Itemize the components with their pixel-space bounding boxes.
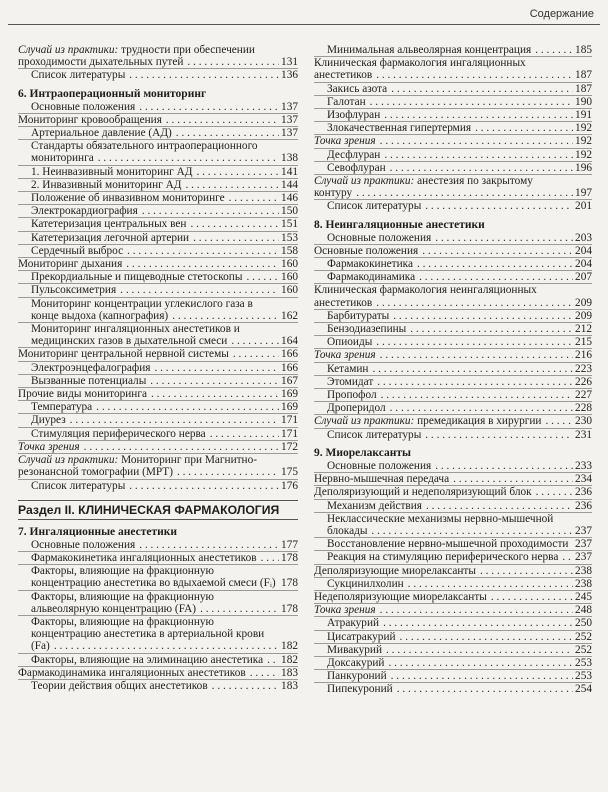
toc-entry[interactable] (18, 414, 298, 427)
page-number: 182 (281, 653, 298, 666)
toc-entry[interactable] (314, 175, 592, 200)
toc-entry[interactable] (18, 362, 298, 375)
toc-entry[interactable] (18, 205, 298, 218)
chapter-heading: 8. Неингаляционные анестетики (314, 218, 485, 231)
page-number: 187 (575, 69, 592, 82)
page-number: 230 (575, 415, 592, 428)
page-number: 231 (575, 428, 592, 441)
toc-entry[interactable] (18, 616, 298, 654)
toc-entry[interactable] (18, 441, 298, 454)
entry-title: трудности при обеспечении проходимости дыхательных путей (18, 44, 255, 69)
entry-title: Катетеризация легочной артерии (31, 231, 190, 244)
entry-title: Десфлуран (327, 148, 381, 161)
entry-title: Механизм действия (327, 499, 422, 512)
entry-title: Нервно-мышечная передача (314, 473, 450, 486)
entry-title: Доксакурий (327, 656, 385, 669)
toc-entry[interactable] (18, 680, 298, 692)
page-number: 176 (281, 479, 298, 492)
entry-title: Стимуляция периферического нерва (31, 427, 206, 440)
toc-entry[interactable] (314, 513, 592, 538)
page-number: 248 (575, 604, 592, 617)
page-number: 169 (281, 388, 298, 401)
entry-title: Основные положения (314, 244, 419, 257)
toc-entry[interactable] (314, 429, 592, 441)
page-number: 245 (575, 590, 592, 603)
toc-entry[interactable] (314, 258, 592, 271)
entry-title: Сердечный выброс (31, 244, 124, 257)
entry-title: Мониторинг при Магнитно-резонансной томографии (МРТ) (18, 454, 258, 479)
entry-title: Факторы, влияющие на элиминацию анестетика (31, 653, 264, 666)
entry-title: Диурез (31, 414, 66, 427)
toc-entry[interactable] (314, 657, 592, 670)
toc-entry[interactable] (314, 245, 592, 258)
entry-title: Севофлуран (327, 161, 386, 174)
toc-entry[interactable] (314, 336, 592, 349)
page-number: 137 (281, 100, 298, 113)
toc-entry[interactable] (314, 500, 592, 513)
toc-entry[interactable] (314, 135, 592, 148)
page-number: 204 (575, 258, 592, 271)
toc-entry[interactable] (314, 617, 592, 630)
page-number: 236 (575, 486, 592, 499)
toc-entry[interactable] (18, 245, 298, 258)
entry-title: Клиническая фармакология ингаляционных анестетиков (314, 57, 526, 82)
entry-title: Закись азота (327, 82, 388, 95)
toc-right-column (314, 44, 592, 696)
entry-title: Фармакодинамика (327, 271, 416, 284)
page-number: 172 (281, 440, 298, 453)
toc-entry[interactable] (314, 644, 592, 657)
entry-title: Этомидат (327, 375, 374, 388)
toc-entry[interactable] (314, 149, 592, 162)
page-number: 183 (281, 666, 298, 679)
page-number: 227 (575, 389, 592, 402)
entry-title: Деполяризующие миорелаксанты (314, 564, 476, 577)
page-number: 136 (281, 69, 298, 82)
toc-entry[interactable] (18, 591, 298, 616)
page-number: 164 (281, 335, 298, 348)
entry-title: Основные положения (327, 231, 432, 244)
entry-title: Прекордиальные и пищеводные стетоскопы (31, 271, 243, 284)
part-heading: Раздел II. КЛИНИЧЕСКАЯ ФАРМАКОЛОГИЯ (18, 500, 298, 520)
entry-title: Основные положения (31, 538, 136, 551)
page-number: 178 (281, 577, 298, 590)
header-rule (8, 24, 600, 25)
entry-title: Список литературы (31, 69, 126, 82)
entry-prefix: Случай из практики: (18, 454, 119, 467)
toc-entry[interactable] (314, 486, 592, 499)
page-number: 238 (575, 564, 592, 577)
entry-title: Реакция на стимуляцию периферического нерва (327, 551, 559, 564)
entry-title: Вызванные потенциалы (31, 374, 147, 387)
page-number: 160 (281, 258, 298, 271)
toc-entry[interactable] (18, 179, 298, 192)
entry-title: Мониторинг центральной нервной системы (18, 348, 229, 361)
page-number: 153 (281, 231, 298, 244)
toc-entry[interactable] (18, 323, 298, 348)
page-number: 146 (281, 192, 298, 205)
toc-entry[interactable] (18, 114, 298, 127)
page-number: 216 (575, 349, 592, 362)
page-number: 192 (575, 148, 592, 161)
entry-title: Мониторинг концентрации углекислого газа в конце выдоха (капнография) (31, 297, 253, 322)
toc-entry[interactable] (18, 480, 298, 492)
page-number: 236 (575, 499, 592, 512)
page-number: 187 (575, 82, 592, 95)
page-number: 151 (281, 218, 298, 231)
chapter-heading: 6. Интраоперационный мониторинг (18, 87, 207, 100)
entry-title: Факторы, влияющие на фракционную концентрацию анестетика во вдыхаемой смеси (Fᵢ) (31, 565, 276, 590)
entry-title: Мониторинг дыхания (18, 258, 123, 271)
page-number: 209 (575, 309, 592, 322)
toc-entry[interactable] (18, 258, 298, 271)
toc-entry[interactable] (314, 232, 592, 245)
entry-title: Галотан (327, 95, 366, 108)
entry-title: Температура (31, 401, 93, 414)
page-number: 237 (575, 538, 592, 551)
page-number: 137 (281, 113, 298, 126)
toc-entry[interactable] (314, 271, 592, 284)
page-number: 185 (575, 44, 592, 56)
page-number: 131 (281, 56, 298, 69)
toc-entry[interactable] (18, 388, 298, 401)
entry-title: Пипекуроний (327, 683, 393, 696)
entry-title: Панкуроний (327, 670, 387, 683)
page-number: 141 (281, 165, 298, 178)
entry-title: Минимальная альвеолярная концентрация (327, 44, 532, 56)
toc-entry[interactable] (18, 552, 298, 565)
entry-prefix: Точка зрения (314, 604, 376, 617)
entry-title: 2. Инвазивный мониторинг АД (31, 178, 182, 191)
toc-entry[interactable] (314, 670, 592, 683)
entry-title: Факторы, влияющие на фракционную концентрацию анестетика в артериальной крови (Fa) (31, 615, 265, 653)
page-number: 204 (575, 244, 592, 257)
toc-entry[interactable] (314, 538, 592, 551)
page-number: 203 (575, 231, 592, 244)
toc-entry[interactable] (314, 578, 592, 591)
page-number: 228 (575, 402, 592, 415)
entry-title: Атракурий (327, 617, 380, 630)
toc-entry[interactable] (314, 631, 592, 644)
toc-entry[interactable] (18, 428, 298, 441)
page-number: 144 (281, 178, 298, 191)
page-number: 252 (575, 643, 592, 656)
page-number: 253 (575, 656, 592, 669)
page-number: 138 (281, 152, 298, 165)
page-number: 197 (575, 187, 592, 200)
page-number: 192 (575, 135, 592, 148)
toc-entry[interactable] (18, 539, 298, 552)
entry-title: Опиоиды (327, 336, 373, 349)
page-number: 178 (281, 602, 298, 615)
toc-entry[interactable] (18, 565, 298, 590)
entry-title: Деполяризующий и недеполяризующий блок (314, 486, 532, 499)
entry-title: Прочие виды мониторинга (18, 388, 147, 401)
page-number: 215 (575, 336, 592, 349)
page-number: 169 (281, 401, 298, 414)
entry-title: Катетеризация центральных вен (31, 218, 187, 231)
entry-title: Факторы, влияющие на фракционную альвеолярную концентрацию (FA) (31, 590, 214, 615)
page-number: 196 (575, 161, 592, 174)
toc-entry[interactable] (314, 389, 592, 402)
entry-title: Бензодиазепины (327, 323, 407, 336)
toc-entry[interactable] (314, 473, 592, 486)
entry-title: Артериальное давление (АД) (31, 127, 172, 140)
page-number: 237 (575, 524, 592, 537)
entry-title: Фармакокинетика ингаляционных анестетиков (31, 551, 257, 564)
toc-entry[interactable] (18, 271, 298, 284)
entry-title: Мониторинг кровообращения (18, 113, 162, 126)
entry-title: Злокачественная гипертермия (327, 122, 472, 135)
entry-title: Восстановление нервно-мышечной проходимости (327, 538, 569, 551)
toc-entry[interactable] (18, 298, 298, 323)
toc-entry[interactable] (18, 44, 298, 69)
entry-title: Теории действия общих анестетиков (31, 679, 208, 692)
entry-title: Положение об инвазивном мониторинге (31, 192, 225, 205)
page-number: 233 (575, 459, 592, 472)
page-number: 234 (575, 473, 592, 486)
page-number: 137 (281, 127, 298, 140)
page-number: 182 (281, 640, 298, 653)
toc-entry[interactable] (314, 109, 592, 122)
entry-title: Электрокардиография (31, 205, 138, 218)
entry-title: Мониторинг ингаляционных анестетиков и медицинских газов в дыхательной смеси (31, 323, 240, 348)
entry-title: Основные положения (31, 100, 136, 113)
page-number: 250 (575, 617, 592, 630)
toc-entry[interactable] (314, 200, 592, 212)
toc-entry[interactable] (18, 192, 298, 205)
page-number: 166 (281, 361, 298, 374)
page-number: 167 (281, 374, 298, 387)
entry-title: Фармакодинамика ингаляционных анестетиков (18, 666, 246, 679)
entry-prefix: Случай из практики: (314, 175, 415, 188)
page-number: 171 (281, 427, 298, 440)
toc-entry[interactable] (314, 415, 592, 428)
entry-prefix: Случай из практики: (18, 44, 119, 56)
toc-entry[interactable] (18, 69, 298, 81)
toc-entry[interactable] (314, 96, 592, 109)
entry-title: Клиническая фармакология неингаляционных анестетиков (314, 284, 537, 309)
toc-entry[interactable] (314, 323, 592, 336)
toc-entry[interactable] (314, 349, 592, 362)
toc-entry[interactable] (314, 591, 592, 604)
toc-entry[interactable] (314, 44, 592, 57)
page-number: 226 (575, 375, 592, 388)
entry-title: премедикация в хирургии (414, 415, 542, 428)
toc-entry[interactable] (314, 162, 592, 175)
entry-title: Барбитураты (327, 309, 390, 322)
page-number: 254 (575, 683, 592, 696)
toc-entry[interactable] (18, 101, 298, 114)
toc-entry[interactable] (314, 57, 592, 82)
toc-entry[interactable] (18, 232, 298, 245)
page-number: 175 (281, 466, 298, 479)
toc-entry[interactable] (18, 218, 298, 231)
page-number: 150 (281, 205, 298, 218)
toc-entry[interactable] (314, 376, 592, 389)
toc-entry[interactable] (18, 127, 298, 140)
page-number: 209 (575, 296, 592, 309)
entry-title: Цисатракурий (327, 630, 396, 643)
toc-entry[interactable] (18, 284, 298, 297)
page-number: 190 (575, 95, 592, 108)
chapter-heading: 7. Ингаляционные анестетики (18, 525, 178, 538)
toc-entry[interactable] (314, 363, 592, 376)
chapter-heading: 9. Миорелаксанты (314, 446, 412, 459)
entry-title: анестезия по закрытому контуру (314, 175, 533, 200)
entry-title: 1. Неинвазивный мониторинг АД (31, 165, 193, 178)
page-number: 253 (575, 670, 592, 683)
entry-title: Основные положения (327, 459, 432, 472)
entry-title: Недеполяризующие миорелаксанты (314, 590, 487, 603)
entry-title: Изофлуран (327, 109, 381, 122)
page-number: 183 (281, 679, 298, 692)
page-number: 238 (575, 577, 592, 590)
toc-entry[interactable] (314, 284, 592, 309)
page-number: 212 (575, 323, 592, 336)
toc-left-column (18, 44, 298, 692)
page-number: 207 (575, 271, 592, 284)
entry-title: Список литературы (327, 200, 422, 213)
entry-title: Фармакокинетика (327, 258, 413, 271)
toc-entry[interactable] (18, 166, 298, 179)
page-number: 252 (575, 630, 592, 643)
entry-title: Стандарты обязательного интраоперационного мониторинга (31, 140, 258, 165)
page-number: 178 (281, 551, 298, 564)
page-number: 166 (281, 348, 298, 361)
page-number: 192 (575, 122, 592, 135)
page-number: 201 (575, 200, 592, 213)
entry-title: Сукцинилхолин (327, 577, 404, 590)
entry-title: Пропофол (327, 389, 377, 402)
toc-entry[interactable] (314, 460, 592, 473)
entry-title: Список литературы (327, 428, 422, 441)
entry-title: Список литературы (31, 479, 126, 492)
toc-entry[interactable] (314, 122, 592, 135)
toc-entry[interactable] (18, 654, 298, 667)
toc-entry[interactable] (18, 454, 298, 479)
toc-entry[interactable] (18, 140, 298, 165)
entry-prefix: Точка зрения (314, 349, 376, 362)
entry-title: Мивакурий (327, 643, 383, 656)
entry-title: Пульсоксиметрия (31, 284, 117, 297)
toc-entry[interactable] (314, 604, 592, 617)
toc-entry[interactable] (314, 683, 592, 695)
running-header: Содержание (529, 8, 594, 20)
page-number: 171 (281, 414, 298, 427)
entry-title: Кетамин (327, 362, 369, 375)
toc-entry[interactable] (314, 83, 592, 96)
page-number: 160 (281, 284, 298, 297)
page-number: 160 (281, 271, 298, 284)
toc-entry[interactable] (314, 310, 592, 323)
entry-prefix: Точка зрения (18, 440, 80, 453)
toc-entry[interactable] (314, 565, 592, 578)
toc-entry[interactable] (18, 401, 298, 414)
entry-title: Неклассические механизмы нервно-мышечной блокады (327, 512, 554, 537)
entry-prefix: Точка зрения (314, 135, 376, 148)
page-number: 177 (281, 538, 298, 551)
page-number: 223 (575, 362, 592, 375)
page-number: 162 (281, 309, 298, 322)
toc-entry[interactable] (18, 667, 298, 680)
entry-title: Дроперидол (327, 402, 386, 415)
entry-title: Электроэнцефалография (31, 361, 151, 374)
entry-prefix: Случай из практики: (314, 415, 415, 428)
toc-entry[interactable] (18, 375, 298, 388)
page-number: 158 (281, 244, 298, 257)
page-number: 237 (575, 551, 592, 564)
toc-entry[interactable] (314, 402, 592, 415)
page-number: 191 (575, 109, 592, 122)
toc-entry[interactable] (314, 551, 592, 564)
toc-entry[interactable] (18, 348, 298, 361)
